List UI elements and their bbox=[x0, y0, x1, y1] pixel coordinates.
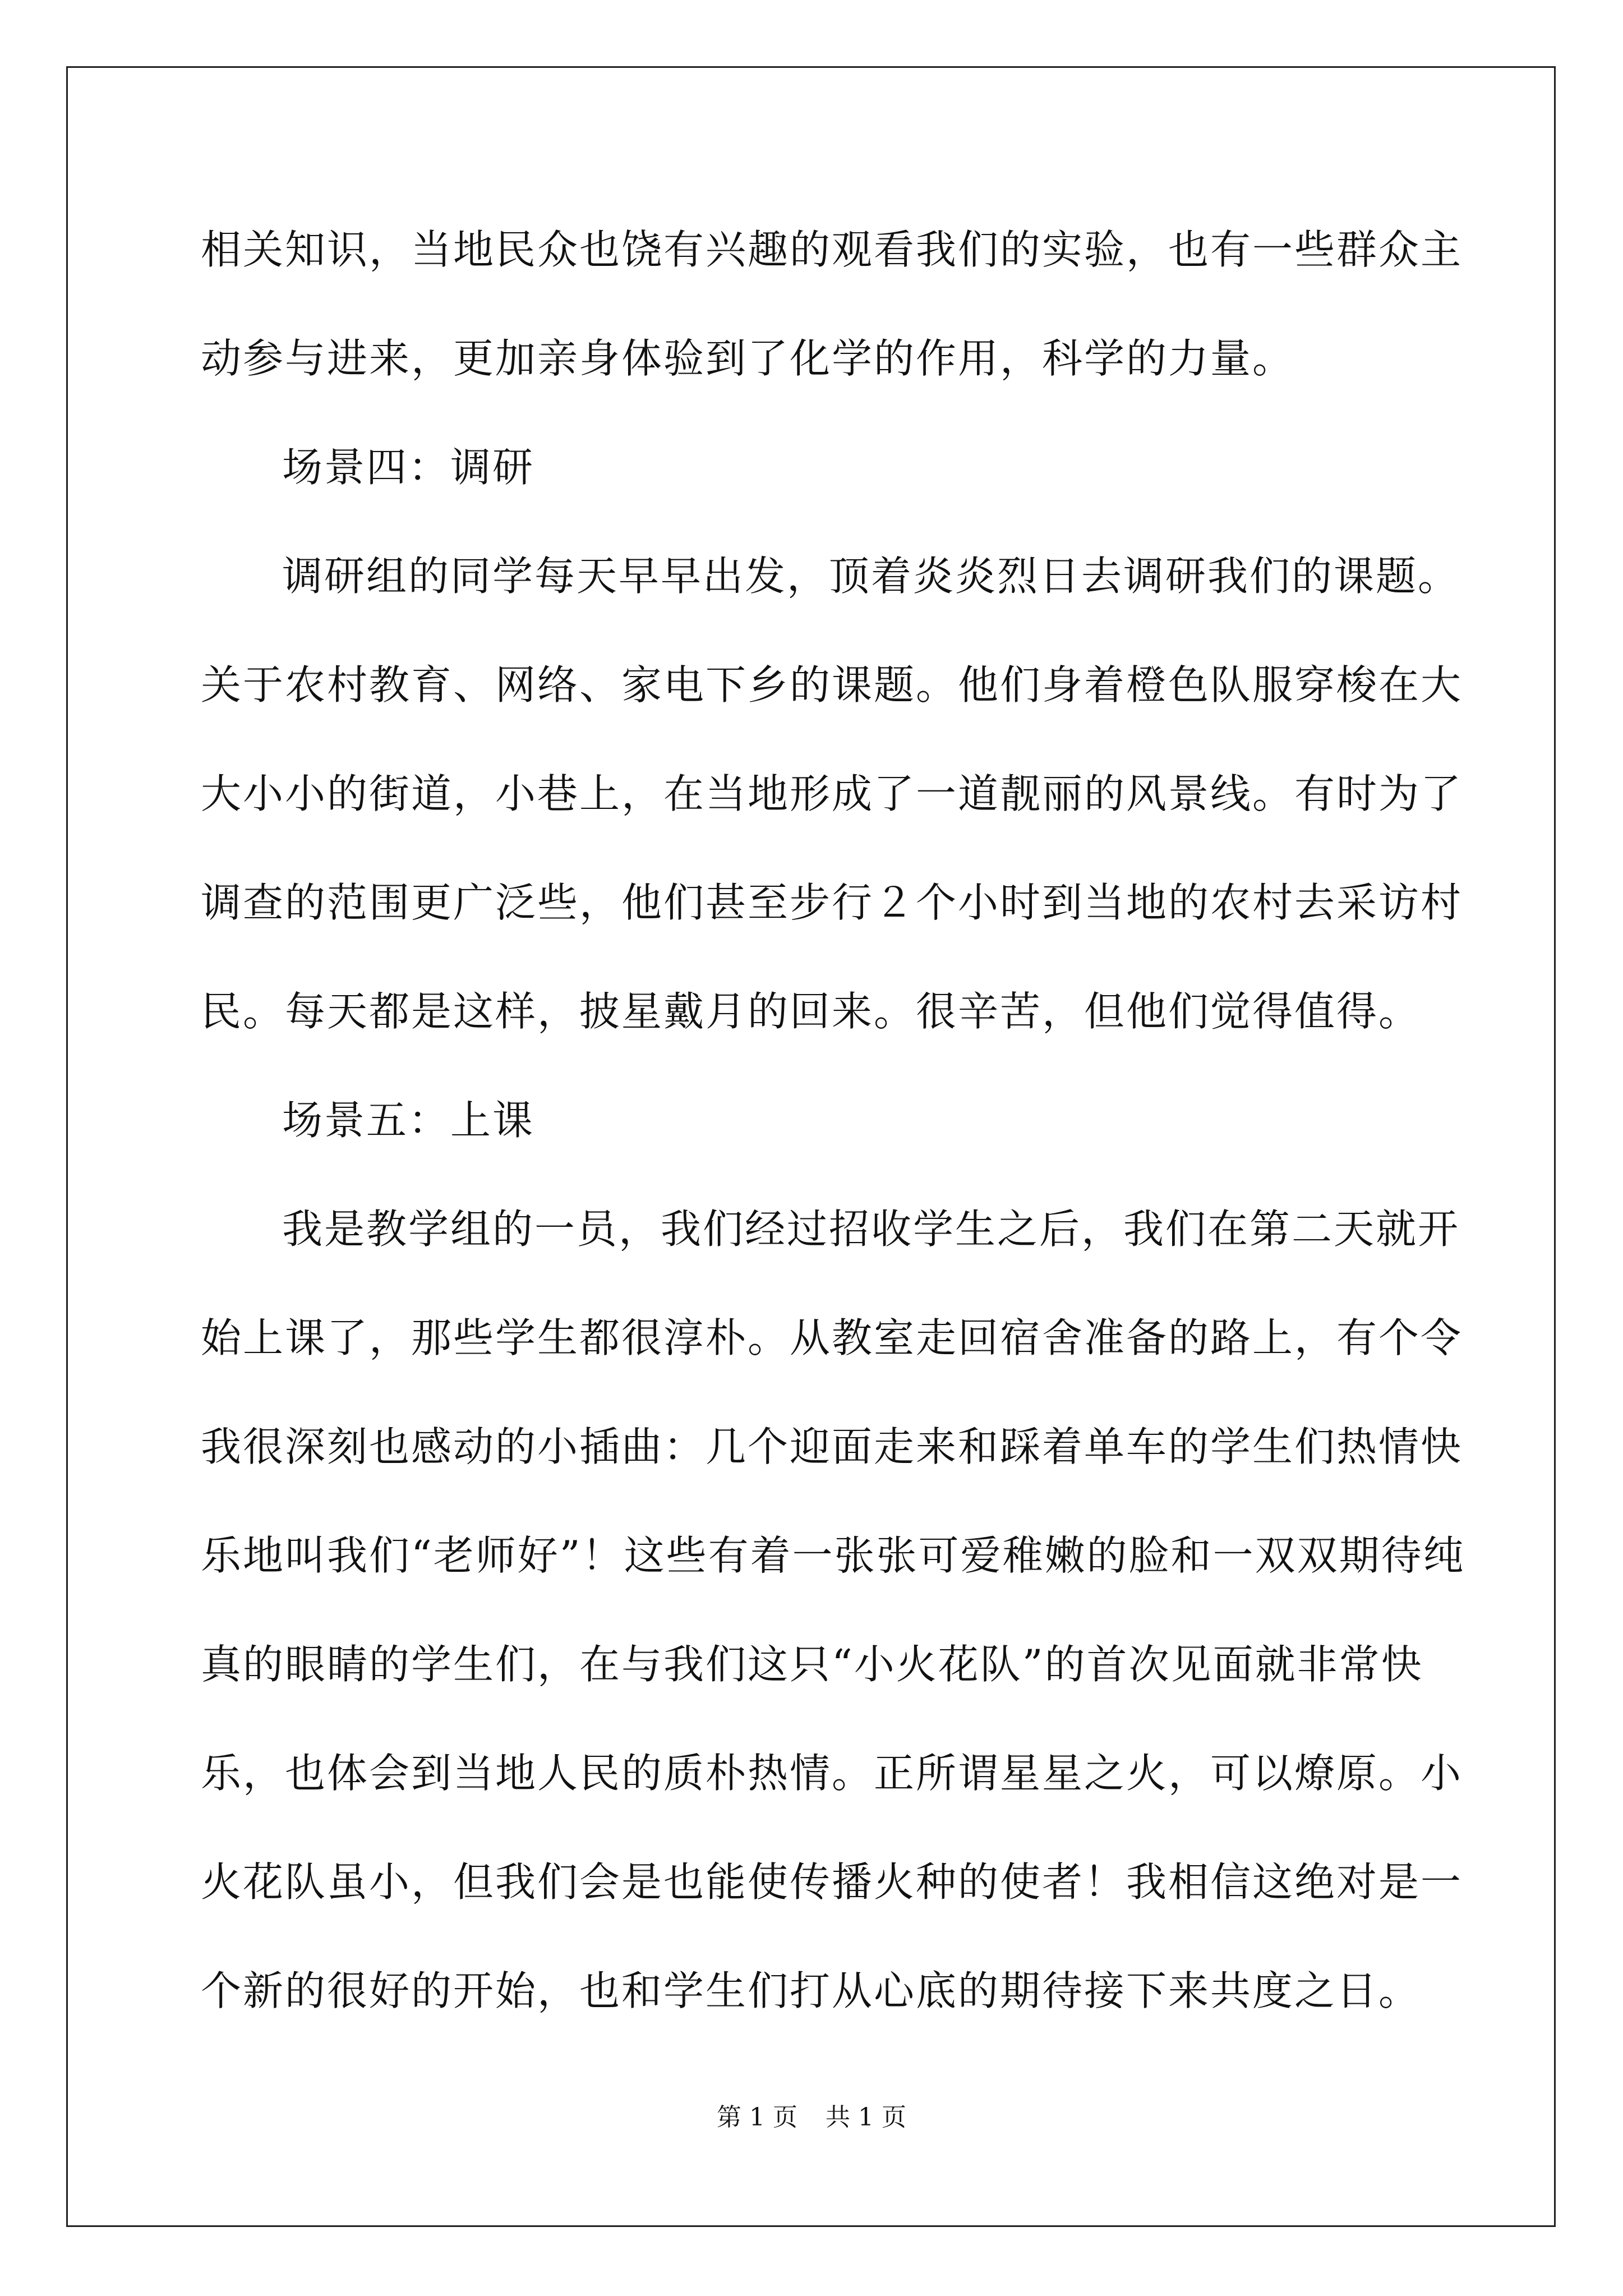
paragraph-first-line: 调研组的同学每天早早出发，顶着炎炎烈日去调研我们的课题。 bbox=[282, 553, 1460, 600]
text-line: 乐地叫我们“老师好”！这些有着一张张可爱稚嫩的脸和一双双期待纯 bbox=[201, 1532, 1465, 1579]
text-line: 相关知识，当地民众也饶有兴趣的观看我们的实验，也有一些群众主 bbox=[201, 226, 1463, 273]
section-heading: 场景五：上课 bbox=[282, 1097, 535, 1144]
page-number: 第 1 页 bbox=[717, 2103, 797, 2132]
section-heading: 场景四：调研 bbox=[282, 444, 535, 491]
paragraph-first-line: 我是教学组的一员，我们经过招收学生之后，我们在第二天就开 bbox=[282, 1205, 1460, 1253]
text-line: 个新的很好的开始，也和学生们打从心底的期待接下来共度之日。 bbox=[201, 1967, 1421, 2014]
text-line: 关于农村教育、网络、家电下乡的课题。他们身着橙色队服穿梭在大 bbox=[201, 661, 1463, 708]
text-line: 始上课了，那些学生都很淳朴。从教室走回宿舍准备的路上，有个令 bbox=[201, 1314, 1463, 1361]
text-line: 调查的范围更广泛些，他们甚至步行２个小时到当地的农村去采访村 bbox=[201, 879, 1463, 926]
text-line: 乐，也体会到当地人民的质朴热情。正所谓星星之火，可以燎原。小 bbox=[201, 1750, 1463, 1797]
text-line: 真的眼睛的学生们，在与我们这只“小火花队”的首次见面就非常快 bbox=[201, 1641, 1423, 1688]
text-line: 我很深刻也感动的小插曲：几个迎面走来和踩着单车的学生们热情快 bbox=[201, 1423, 1463, 1470]
text-line: 动参与进来，更加亲身体验到了化学的作用，科学的力量。 bbox=[201, 335, 1295, 382]
page-total: 共 1 页 bbox=[826, 2103, 906, 2132]
page-footer bbox=[0, 2101, 1623, 2134]
text-line: 火花队虽小，但我们会是也能使传播火种的使者！我相信这绝对是一 bbox=[201, 1858, 1463, 1906]
text-line: 民。每天都是这样，披星戴月的回来。很辛苦，但他们觉得值得。 bbox=[201, 988, 1421, 1035]
text-line: 大小小的街道，小巷上，在当地形成了一道靓丽的风景线。有时为了 bbox=[201, 770, 1463, 817]
